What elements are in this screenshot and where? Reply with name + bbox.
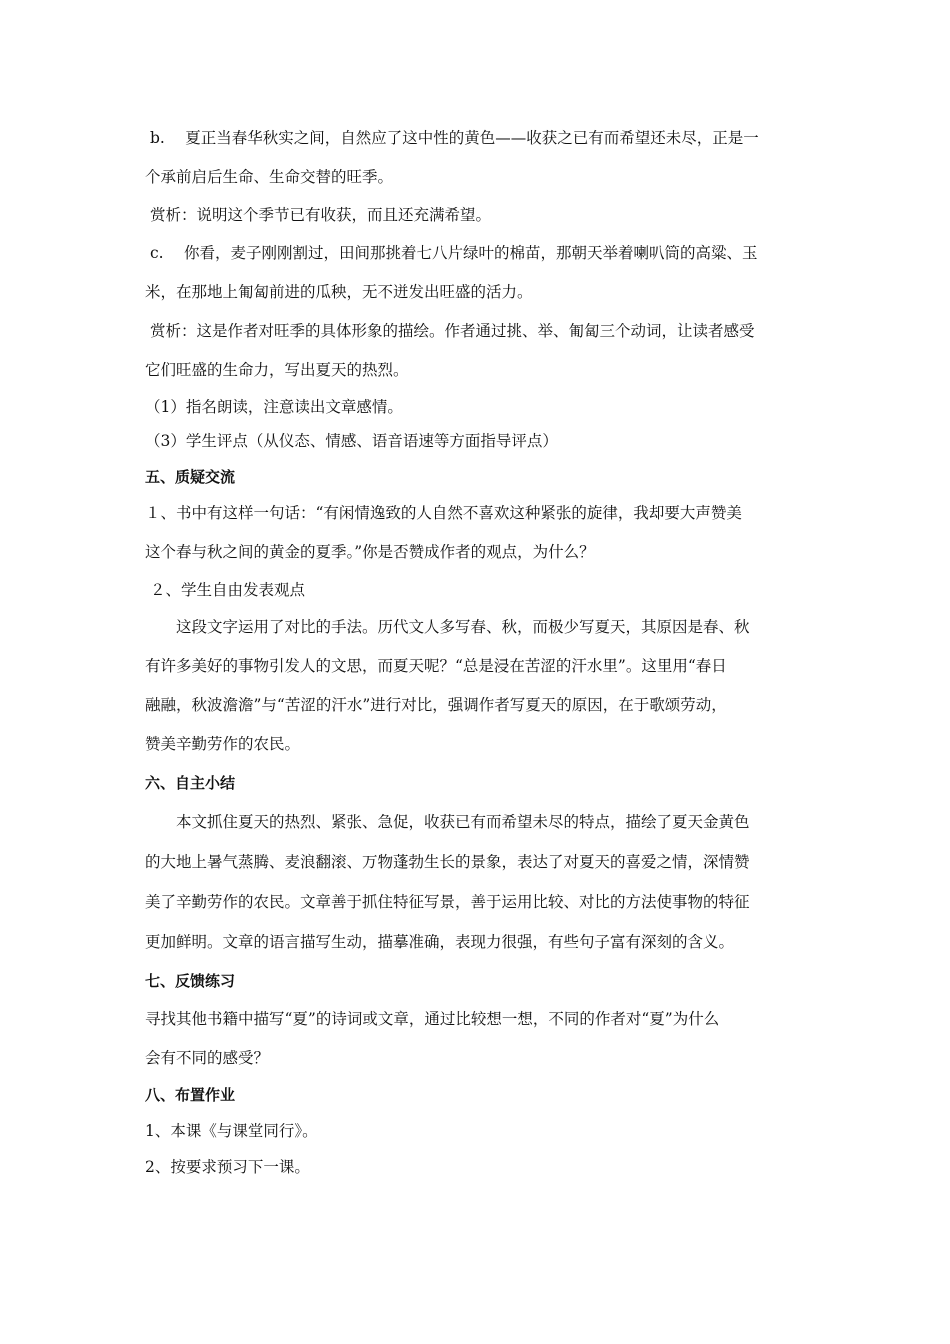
analysis-line-1: 这段文字运用了对比的手法。历代文人多写春、秋，而极少写夏天，其原因是春、秋 bbox=[176, 618, 750, 636]
section-5-heading: 五、质疑交流 bbox=[145, 468, 236, 486]
question-2: ２、学生自由发表观点 bbox=[150, 581, 306, 599]
summary-line-1: 本文抓住夏天的热烈、紧张、急促，收获已有而希望未尽的特点，描绘了夏天金黄色 bbox=[176, 813, 750, 831]
para-b-line-2: 个承前启后生命、生命交替的旺季。 bbox=[145, 168, 394, 186]
practice-line-2: 会有不同的感受？ bbox=[145, 1049, 270, 1067]
summary-line-3: 美了辛勤劳作的农民。文章善于抓住特征写景，善于运用比较、对比的方法使事物的特征 bbox=[145, 893, 750, 911]
appreciation-c-line-2: 它们旺盛的生命力，写出夏天的热烈。 bbox=[145, 361, 409, 379]
para-c-line-1: c. 你看，麦子刚刚割过，田间那挑着七八片绿叶的棉苗，那朝天举着喇叭筒的高粱、玉 bbox=[150, 244, 758, 262]
summary-line-2: 的大地上暑气蒸腾、麦浪翻滚、万物蓬勃生长的景象，表达了对夏天的喜爱之情，深情赞 bbox=[145, 853, 750, 871]
para-b-line-1: b. 夏正当春华秋实之间，自然应了这中性的黄色——收获之已有而希望还未尽，正是一 bbox=[150, 129, 759, 147]
analysis-line-2: 有许多美好的事物引发人的文思，而夏天呢？“总是浸在苦涩的汗水里”。这里用“春日 bbox=[145, 657, 727, 675]
homework-2: 2、按要求预习下一课。 bbox=[145, 1158, 310, 1176]
step-1: （1）指名朗读，注意读出文章感情。 bbox=[145, 398, 403, 416]
summary-line-4: 更加鲜明。文章的语言描写生动，描摹准确，表现力很强，有些句子富有深刻的含义。 bbox=[145, 933, 735, 951]
section-8-heading: 八、布置作业 bbox=[145, 1086, 236, 1104]
appreciation-b: 赏析：说明这个季节已有收获，而且还充满希望。 bbox=[150, 206, 492, 224]
section-6-heading: 六、自主小结 bbox=[145, 774, 236, 792]
practice-line-1: 寻找其他书籍中描写“夏”的诗词或文章，通过比较想一想，不同的作者对“夏”为什么 bbox=[145, 1010, 720, 1028]
para-c-line-2: 米，在那地上匍匐前进的瓜秧，无不迸发出旺盛的活力。 bbox=[145, 283, 533, 301]
question-1-line-2: 这个春与秋之间的黄金的夏季。”你是否赞成作者的观点，为什么？ bbox=[145, 543, 595, 561]
homework-1: 1、本课《与课堂同行》。 bbox=[145, 1122, 318, 1140]
appreciation-c-line-1: 赏析：这是作者对旺季的具体形象的描绘。作者通过挑、举、匍匐三个动词，让读者感受 bbox=[150, 322, 755, 340]
step-3: （3）学生评点（从仪态、情感、语音语速等方面指导评点） bbox=[145, 432, 558, 450]
section-7-heading: 七、反馈练习 bbox=[145, 972, 236, 990]
analysis-line-3: 融融，秋波澹澹”与“苦涩的汗水”进行对比，强调作者写夏天的原因，在于歌颂劳动， bbox=[145, 696, 727, 714]
question-1-line-1: １、书中有这样一句话：“有闲情逸致的人自然不喜欢这种紧张的旋律，我却要大声赞美 bbox=[145, 504, 742, 522]
analysis-line-4: 赞美辛勤劳作的农民。 bbox=[145, 735, 301, 753]
